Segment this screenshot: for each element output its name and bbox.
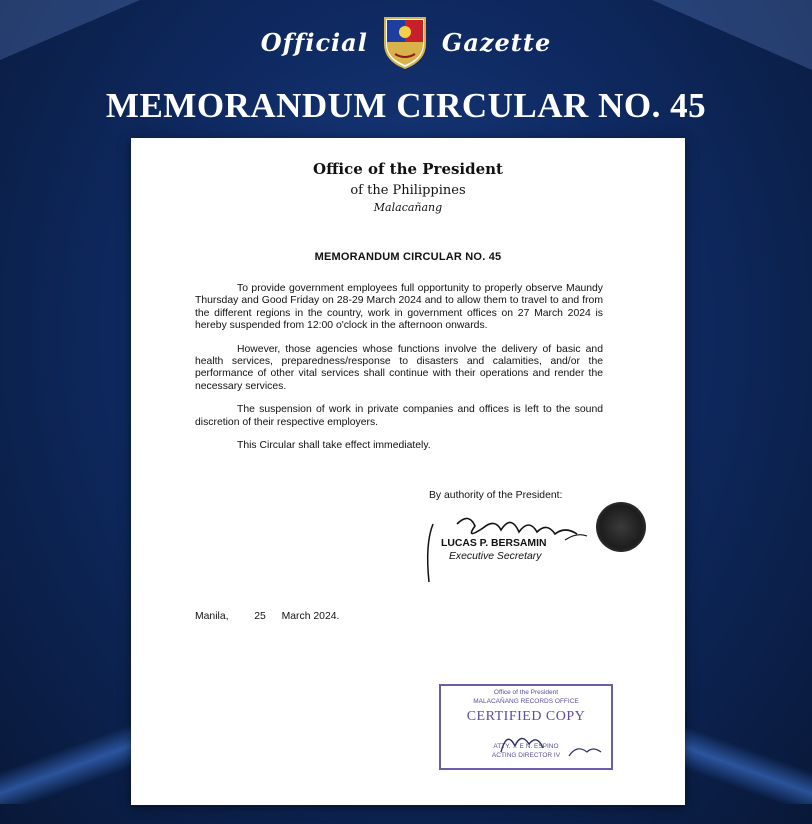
brand-word-right: Gazette [441,27,552,57]
memo-title: MEMORANDUM CIRCULAR NO. 45 [314,251,502,263]
paragraph: This Circular shall take effect immediately. [237,440,431,452]
stamp-line-4: ATTY. ... E N. ESPINO [493,743,559,750]
authority-line: By authority of the President: [429,490,563,501]
memo-body [195,283,603,463]
office-line-2: of the Philippines [350,183,466,198]
certified-copy-stamp [439,684,613,770]
brand-word-left: Official [260,27,368,57]
brand-header [0,12,812,72]
month-year: March 2024. [281,611,340,622]
date-line [195,611,339,622]
dry-seal-icon [596,502,646,552]
memorandum-document [131,138,685,805]
stamp-line-1: Office of the President [493,689,559,696]
signer-title: Executive Secretary [449,551,542,562]
stamp-signature-icon [441,722,611,764]
day: 25 [254,611,266,622]
page-title: MEMORANDUM CIRCULAR NO. 45 [105,86,707,125]
paragraph: The suspension of work in private companies and offices is left to the sound discretion of their respective employers. [195,404,603,428]
stamp-line-3: CERTIFIED COPY [466,709,586,724]
paragraph: However, those agencies whose functions involve the delivery of basic and health services, preparedness/response to disasters and calamities, and/or the performance of other vital services shall continue with their operations and render the necessary services. [195,343,603,392]
signer-name: LUCAS P. BERSAMIN [441,538,547,549]
presidential-seal-icon [380,14,430,70]
stamp-line-5: ACTING DIRECTOR IV [491,752,561,759]
paragraph: To provide government employees full opportunity to properly observe Maundy Thursday and Good Friday on 28-29 March 2024 and to allow them to travel to and from the different regions in the country, work in government offices on 27 March 2024 is hereby suspended from 12:00 o'clock in the afternoon onwards. [195,283,603,332]
office-line-1: Office of the President [313,160,503,178]
stamp-line-2: MALACAÑANG RECORDS OFFICE [473,698,579,705]
office-line-3: Malacañang [373,201,443,214]
place: Manila, [195,611,229,622]
light-streak-left [0,714,150,804]
